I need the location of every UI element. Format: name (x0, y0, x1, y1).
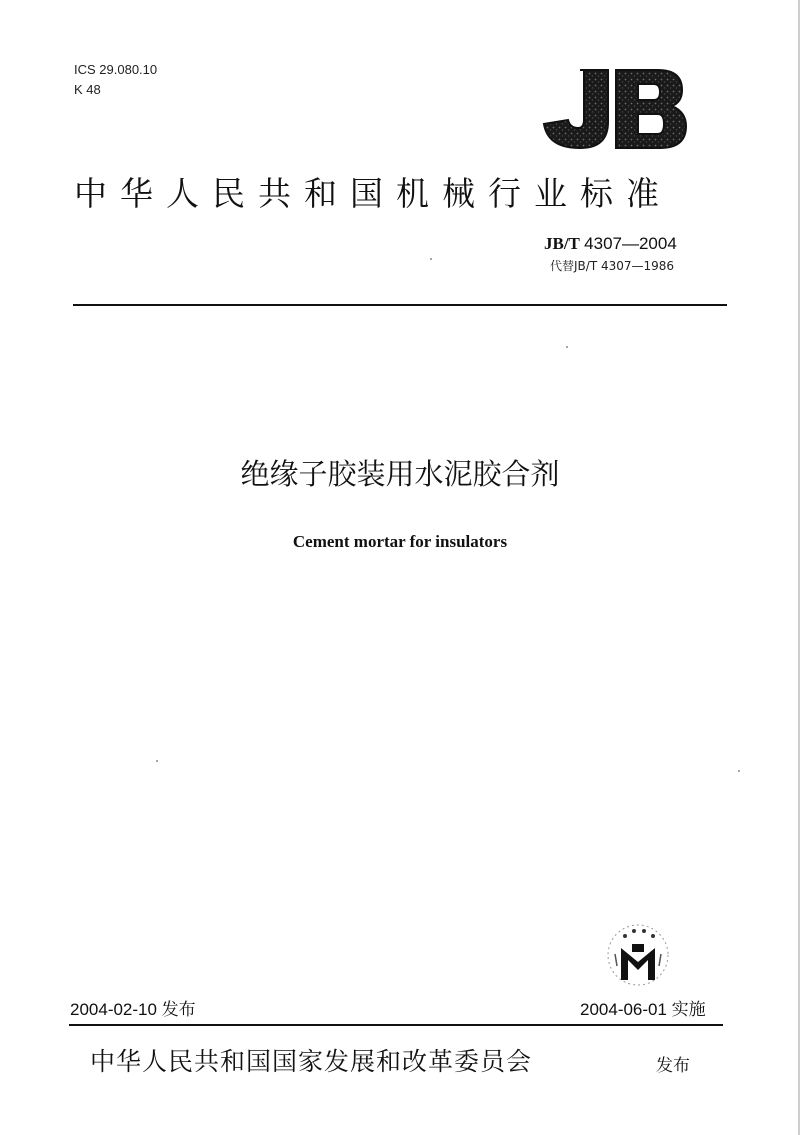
issuing-authority: 中华人民共和国国家发展和改革委员会 (90, 1047, 533, 1076)
jb-logo (540, 66, 690, 152)
ics-code: ICS 29.080.10 (74, 62, 158, 77)
standard-category-title: 中华人民共和国机械行业标准 (74, 174, 672, 213)
issue-date: 2004-02-10 发布 (70, 1000, 196, 1019)
replaces-standard: 代替JB/T 4307—1986 (550, 259, 675, 273)
standard-code (544, 233, 677, 255)
standard-code-prefix: JB/T (544, 234, 580, 253)
scan-speck (738, 770, 740, 772)
bottom-divider (69, 1024, 723, 1026)
scan-speck (566, 346, 568, 348)
publisher-emblem (603, 922, 673, 988)
document-title-chinese: 绝缘子胶装用水泥胶合剂 (240, 457, 560, 491)
classification-code: K 48 (74, 82, 101, 97)
document-title-english: Cement mortar for insulators (292, 532, 508, 551)
implementation-date: 2004-06-01 实施 (580, 1000, 706, 1019)
standard-code-number: 4307—2004 (584, 234, 677, 253)
top-divider (73, 304, 727, 306)
scan-speck (156, 760, 158, 762)
publish-label: 发布 (656, 1056, 690, 1076)
scan-speck (430, 258, 432, 260)
